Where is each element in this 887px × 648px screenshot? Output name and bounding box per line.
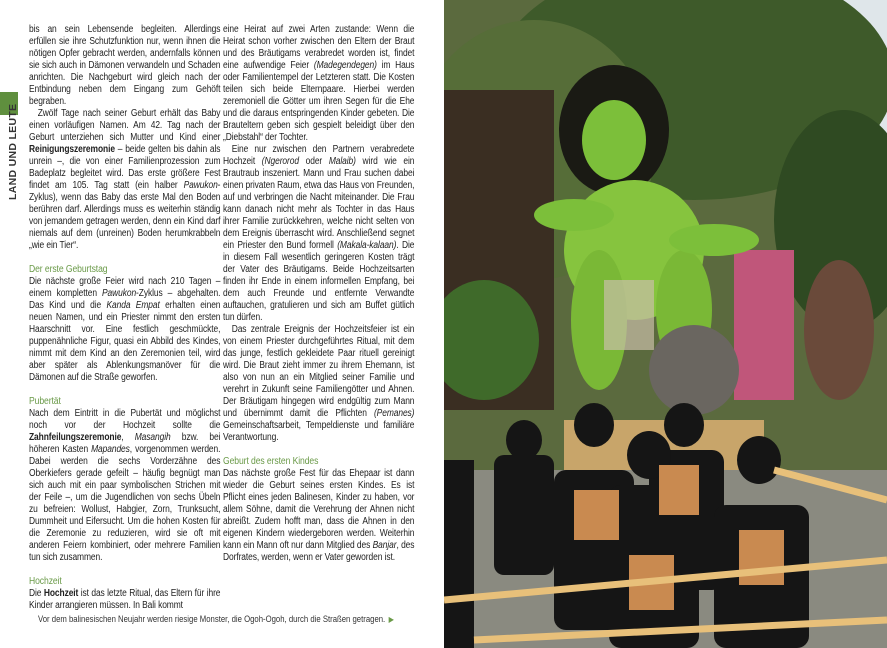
italic-term: (Makala-kalaan)	[337, 240, 397, 251]
italic-term: Banjar	[372, 540, 397, 551]
section-label: LAND UND LEUTE	[7, 103, 19, 200]
text-run: Das zentrale Ereignis der Hochzeitsfeier ist ein von einem Priester durchgeführtes Ritual, mit dem das junge, festlich gekleidete Paar rituell gereinigt wird. Die Braut zieht immer zu ihrem Ehemann, ist also von nun an ein Mitglied seiner Familie und verehrt in Zukunft seine Familiengötter und Ahnen. Der Bräutigam hingegen wird endgültig zum Mann und übernimmt damit die Pflichten	[223, 324, 415, 419]
text-run: Das nächste große Fest für das Ehepaar ist dann wieder die Geburt seines ersten Kindes. Es ist Pflicht eines jeden Balinesen, Kinder zu haben, vor allem Söhne, damit die Verehrung der Ahnen nicht abreißt. Zudem hofft man, dass die Ahnen in den eigenen Kindern wiedergeboren werden. Weiterhin kann ein Mann oft nur dann Mitglied des	[223, 468, 415, 551]
paragraph	[223, 144, 414, 324]
section-heading: Der erste Geburtstag	[29, 264, 108, 275]
text-run: -Zyklus), wenn das Baby das erste Mal den Boden berühren darf. Allerdings muss es weiterhin ständig von jemandem getragen werden, denn ein Kind darf niemals auf dem (unreinen) Boden herumkrabbeln „wie ein Tier“.	[29, 180, 221, 251]
text-run: Die nächste große Feier wird nach 210 Tagen – einem kompletten	[29, 276, 221, 299]
text-run: Die	[29, 588, 44, 599]
italic-term: (Pemanes)	[373, 408, 415, 419]
text-run: Gemeinschaftsarbeit, Tempeldienste und familiäre Verantwortung.	[223, 420, 415, 443]
italic-term: Masangih	[134, 432, 171, 443]
caption-text: Vor dem balinesischen Neujahr werden riesige Monster, die Ogoh-Ogoh, durch die Straßen getragen.	[38, 614, 386, 624]
text-run: Zwölf Tage nach seiner Geburt erhält das Baby einen vorläufigen Namen. Am 42. Tag nach der Geburt unterziehen sich Mutter und Kind einer	[29, 108, 221, 143]
italic-term: (Madegendegen)	[313, 60, 377, 71]
text-run: bzw. bei höheren Kasten	[29, 432, 221, 455]
text-run: Nach dem Eintritt in die Pubertät und möglichst noch vor der Hochzeit sollte die	[29, 408, 221, 431]
paragraph	[29, 588, 220, 612]
italic-term: Pawukon	[183, 180, 218, 191]
section-heading: Geburt des ersten Kindes	[223, 456, 319, 467]
text-run: , des Dorfrates, werden, wenn er Vater geworden ist.	[223, 540, 415, 563]
paragraph	[223, 324, 414, 444]
section-heading: Hochzeit	[29, 576, 62, 587]
italic-term: Kanda Empat	[106, 300, 160, 311]
text-run: erhalten einen neuen Namen, und ein Priester nimmt den ersten Haarschnitt vor. Eine festlich geschmückte, puppenähnliche Figur, quasi ein Abbild des Kindes, nimmt mit dem Kind an den Zeremonien teil, wird aber später als Ablenkungsmanöver für die Dämonen auf die Straße geworfen.	[29, 300, 221, 383]
text-column-2	[223, 24, 414, 564]
text-run: ist das letzte Ritual, das Eltern für ihre Kinder arrangieren müssen. In Bali kommt	[29, 588, 221, 611]
paragraph	[223, 468, 414, 564]
text-run: im Haus oder Familientempel der Letzteren statt. Die Kosten teilen sich beide Elternpaare. Hierbei werden zeremoniell die Götter um ihren Segen für die Ehe und die daraus entspringenden Kinder gebeten. Die Brauteltern geben sich gespielt beleidigt über den „Diebstahl“ der Tochter.	[223, 60, 415, 143]
paragraph	[29, 24, 220, 108]
text-run: -Zyklus – abgehalten. Das Kind und die	[29, 288, 221, 311]
italic-term: Mapandes	[91, 444, 130, 455]
bold-term: Zahnfeilungszeremonie	[29, 432, 122, 443]
text-run: Eine nur zwischen den Partnern verabredete Hochzeit	[223, 144, 415, 167]
bold-term: Reinigungszeremonie	[29, 144, 115, 155]
italic-term: Pawukon	[101, 288, 137, 299]
text-column-1	[29, 24, 220, 612]
text-run: oder	[298, 156, 329, 167]
paragraph	[29, 408, 220, 564]
paragraph	[29, 276, 220, 384]
italic-term: Malaib)	[328, 156, 356, 167]
text-run: ,	[121, 432, 135, 443]
photo-caption	[38, 614, 394, 624]
text-run: bis an sein Lebensende begleiten. Allerdings erfüllen sie ihre Schutzfunktion nur, wenn ihnen die nötigen Opfer gebracht werden, andernfalls können sie sich auch in Dämonen verwandeln und Schaden anrichten. Die Nachgeburt wird gleich nach der Entbindung neben dem Eingang zum Gehöft begraben.	[29, 24, 221, 107]
italic-term: (Ngerorod	[261, 156, 299, 167]
paragraph	[29, 108, 220, 252]
triangle-right-icon: ▶	[388, 615, 394, 624]
photo-ogoh-ogoh	[444, 0, 887, 648]
section-heading: Pubertät	[29, 396, 61, 407]
text-run: wird wie ein Brautraub inszeniert. Mann und Frau suchen dabei einen privaten Raum, etwa das Haus von Freunden, auf und verbringen die Nacht miteinander. Die Frau kann danach nicht mehr als Tochter in das Haus ihrer Familie zurückkehren, welche nicht selten von dem Ereignis überrascht wird. Anschließend segnet ein Priester den Bund formell	[223, 156, 415, 251]
paragraph	[223, 24, 414, 144]
photo-illustration	[444, 0, 887, 648]
bold-term: Hochzeit	[43, 588, 79, 599]
text-run: – beide gelten bis dahin als unrein –, die von einer Familienprozession zum Badeplatz begleitet wird. Das erste größere Fest findet am 105. Tag statt (ein halber	[29, 144, 221, 191]
text-run: , vorgenommen werden. Dabei werden die sechs Vorderzähne des Oberkiefers gerade gefeilt – häufig begnügt man sich auch mit ein paar symbolischen Strichen mit der Feile –, um die Jugendlichen von sechs Übeln zu befreien: Wollust, Habgier, Zorn, Trunksucht, Dummheit und Eifersucht. Um die hohen Kosten für die Zeremonie zu reduzieren, wird sie oft mit anderen Feiern kombiniert, oder mehrere Familien tun sich zusammen.	[29, 444, 221, 563]
text-run: . Die in diesem Fall wesentlich geringeren Kosten trägt der Vater des Bräutigams. Beide Hochzeitsarten finden ihr Ende in einem informellen Empfang, bei dem auch Freunde und entfernte Verwandte auftauchen, gratulieren und sich am Buffet gütlich tun dürfen.	[223, 240, 415, 323]
text-run: eine Heirat auf zwei Arten zustande: Wenn die Heirat schon vorher zwischen den Eltern der Braut und des Bräutigams verabredet worden ist, findet eine aufwendige Feier	[223, 24, 415, 71]
